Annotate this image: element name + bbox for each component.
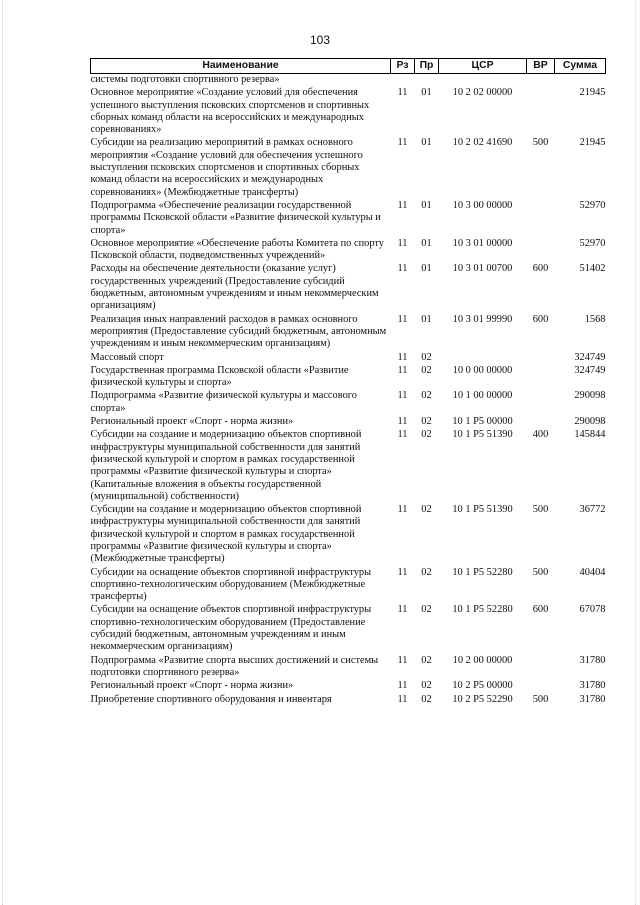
cell-pr: 02 [421,429,432,441]
table-row [91,604,606,654]
cell-sum: 324749 [574,364,606,376]
cell-sum: 52970 [579,199,606,211]
cell-rz: 11 [397,504,408,516]
cell-csr: 10 1 00 00000 [452,390,513,402]
cell-pr [415,74,439,88]
cell-name: Региональный проект «Спорт - норма жизни» [90,416,294,428]
table-header-row [91,59,606,74]
table-body [91,74,606,707]
cell-sum: 324749 [574,351,606,363]
cell-sum: 290098 [574,416,606,428]
cell-rz: 11 [397,87,408,99]
cell-vr: 500 [532,693,549,705]
cell-pr: 01 [421,137,432,149]
cell-csr [439,352,527,365]
cell-vr: 400 [532,429,549,441]
table-row [91,352,606,365]
cell-csr: 10 1 P5 52280 [452,566,513,578]
cell-name: Реализация иных направлений расходов в рамках основного мероприятия (Предоставление субсидий бюджетным, автономным учреждениям и иным некоммерческим организациям) [90,313,387,350]
cell-sum: 51402 [579,263,606,275]
cell-pr: 02 [421,504,432,516]
cell-csr: 10 2 02 41690 [452,137,513,149]
cell-name: Региональный проект «Спорт - норма жизни» [90,680,294,692]
cell-rz: 11 [397,693,408,705]
table-row [91,87,606,137]
cell-vr: 600 [532,604,549,616]
cell-csr: 10 1 P5 51390 [452,504,513,516]
cell-pr: 01 [421,199,432,211]
scan-edge-left [2,0,4,905]
cell-name: Основное мероприятие «Создание условий для обеспечения успешного выступления псковских спортсменов и спортивных сборных команд области на всероссийских и международных соревнованиях» [90,87,370,136]
cell-rz: 11 [397,237,408,249]
cell-vr [527,416,555,429]
cell-vr: 500 [532,566,549,578]
cell-vr: 500 [532,504,549,516]
cell-sum: 21945 [579,137,606,149]
cell-pr: 02 [421,416,432,428]
table-row [91,263,606,313]
header-sum: Сумма [555,59,606,74]
table-row [91,655,606,681]
cell-pr: 02 [421,390,432,402]
table-row [91,365,606,391]
cell-vr [527,74,555,88]
cell-vr [527,680,555,693]
cell-rz: 11 [397,351,408,363]
cell-rz: 11 [397,313,408,325]
cell-pr: 02 [421,693,432,705]
cell-rz: 11 [397,604,408,616]
cell-rz: 11 [397,416,408,428]
cell-csr: 10 3 01 00000 [452,237,513,249]
cell-name: Субсидии на оснащение объектов спортивной инфраструктуры спортивно-технологическим оборудованием (Предоставление субсидий бюджетным, автономным учреждениям и иным некоммерческим организациям) [90,604,372,653]
cell-name: Субсидии на реализацию мероприятий в рамках основного мероприятия «Создание условий для обеспечения успешного выступления псковских спортсменов и спортивных сборных команд области на всероссийских и международных соревнованиях» (Межбюджетные трансферты) [90,137,363,198]
cell-csr: 10 1 P5 52280 [452,604,513,616]
cell-name: Подпрограмма «Развитие спорта высших достижений и системы подготовки спортивного резерва» [90,654,379,678]
cell-sum: 145844 [574,429,606,441]
cell-csr: 10 3 00 00000 [452,199,513,211]
cell-vr: 600 [532,313,549,325]
cell-csr: 10 3 01 00700 [452,263,513,275]
table-row [91,416,606,429]
cell-name: Расходы на обеспечение деятельности (оказание услуг) государственных учреждений (Предоставление субсидий бюджетным, автономным учреждениям и иным некоммерческим организациям) [90,263,379,312]
cell-name: Подпрограмма «Обеспечение реализации государственной программы Псковской области «Развитие физической культуры и спорта» [90,199,381,236]
cell-vr [527,390,555,416]
cell-vr [527,87,555,137]
cell-name: Подпрограмма «Развитие физической культуры и массового спорта» [90,390,357,414]
cell-csr: 10 2 00 00000 [452,654,513,666]
cell-csr: 10 0 00 00000 [452,364,513,376]
cell-name: Субсидии на создание и модернизацию объектов спортивной инфраструктуры муниципальной собственности для занятий физической культурой и спортом в рамках государственной программы «Развитие физической культуры и спорта» (Капитальные вложения в объекты государственной (муниципальной) собственности) [90,429,362,502]
table-row [91,694,606,707]
header-name: Наименование [91,59,391,74]
table-row [91,314,606,352]
table-row [91,200,606,238]
cell-pr: 02 [421,364,432,376]
page-number: 103 [309,33,331,47]
cell-rz: 11 [397,429,408,441]
cell-csr [439,74,527,88]
cell-rz: 11 [397,680,408,692]
cell-vr [527,352,555,365]
cell-name: Субсидии на создание и модернизацию объектов спортивной инфраструктуры муниципальной собственности для занятий физической культурой и спортом в рамках государственной программы «Развитие физической культуры и спорта» (Межбюджетные трансферты) [90,504,362,565]
cell-rz: 11 [397,364,408,376]
cell-pr: 02 [421,604,432,616]
cell-csr: 10 2 02 00000 [452,87,513,99]
cell-sum: 1568 [584,313,606,325]
cell-vr [527,365,555,391]
cell-vr [527,238,555,264]
cell-pr: 01 [421,87,432,99]
cell-csr: 10 3 01 99990 [452,313,513,325]
cell-name: Государственная программа Псковской области «Развитие физической культуры и спорта» [90,364,349,389]
cell-csr: 10 1 P5 00000 [452,416,513,428]
cell-vr: 500 [532,137,549,149]
header-vr: ВР [527,59,555,74]
cell-name: Массовый спорт [90,351,164,363]
cell-rz: 11 [397,137,408,149]
budget-table [90,58,606,707]
cell-pr: 02 [421,654,432,666]
cell-name: Субсидии на оснащение объектов спортивной инфраструктуры спортивно-технологическим оборудованием (Межбюджетные трансферты) [90,566,372,603]
cell-name: системы подготовки спортивного резерва» [90,74,280,85]
cell-sum: 31780 [579,693,606,705]
header-csr: ЦСР [439,59,527,74]
table-row [91,238,606,264]
cell-sum: 40404 [579,566,606,578]
cell-rz: 11 [397,390,408,402]
table-row [91,680,606,693]
cell-rz [391,74,415,88]
cell-sum: 21945 [579,87,606,99]
cell-vr [527,655,555,681]
cell-sum: 290098 [574,390,606,402]
header-pr: Пр [415,59,439,74]
cell-sum [555,74,606,88]
cell-vr: 600 [532,263,549,275]
table-row [91,429,606,504]
cell-sum: 31780 [579,654,606,666]
cell-pr: 02 [421,351,432,363]
cell-pr: 01 [421,263,432,275]
cell-rz: 11 [397,263,408,275]
cell-pr: 02 [421,566,432,578]
cell-rz: 11 [397,566,408,578]
table-row [91,567,606,605]
table-row [91,137,606,199]
cell-name: Приобретение спортивного оборудования и инвентаря [90,693,332,705]
header-rz: Рз [391,59,415,74]
cell-sum: 67078 [579,604,606,616]
cell-pr: 02 [421,680,432,692]
cell-pr: 01 [421,313,432,325]
cell-csr: 10 1 P5 51390 [452,429,513,441]
cell-sum: 31780 [579,680,606,692]
table-row [91,74,606,88]
cell-vr [527,200,555,238]
cell-rz: 11 [397,199,408,211]
cell-rz: 11 [397,654,408,666]
cell-sum: 36772 [579,504,606,516]
cell-sum: 52970 [579,237,606,249]
cell-csr: 10 2 P5 00000 [452,680,513,692]
table-row [91,504,606,566]
cell-csr: 10 2 P5 52290 [452,693,513,705]
cell-pr: 01 [421,237,432,249]
cell-name: Основное мероприятие «Обеспечение работы Комитета по спорту Псковской области, подведомственных учреждений» [90,237,384,262]
table-row [91,390,606,416]
scan-edge-right [635,0,637,905]
